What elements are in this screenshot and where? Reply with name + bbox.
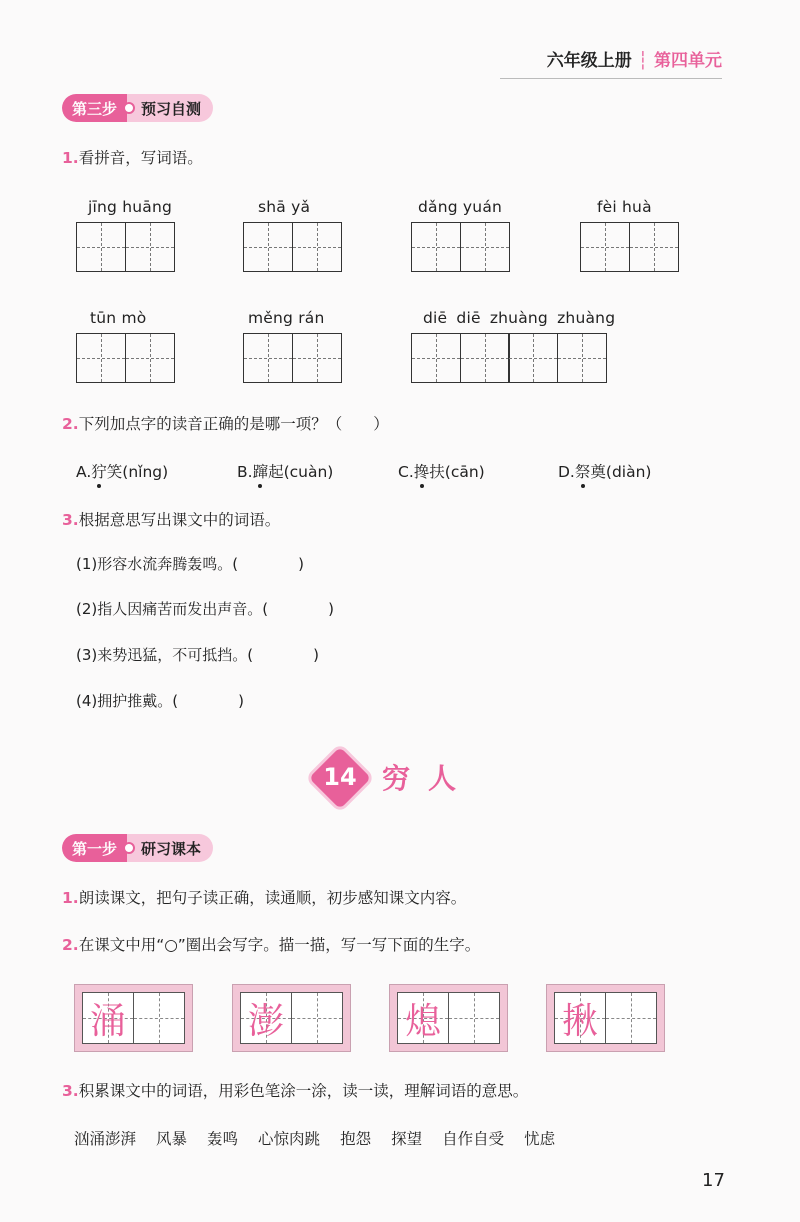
answer-grid-3[interactable] <box>411 222 510 272</box>
option-c[interactable] <box>398 460 485 482</box>
answer-grid-1[interactable] <box>76 222 175 272</box>
char-write-box[interactable] <box>605 992 657 1044</box>
q3-item-1[interactable]: (1)形容水流奔腾轰鸣。( ) <box>76 555 304 573</box>
pinyin-6: měng rán <box>248 309 325 327</box>
question-number: 2. <box>62 936 79 954</box>
option-b-text: 起(cuàn) <box>268 463 334 481</box>
char-model-box <box>397 992 449 1044</box>
step3-badge <box>62 94 213 122</box>
question-text: 积累课文中的词语，用彩色笔涂一涂，读一读，理解词语的意思。 <box>78 1082 529 1100</box>
option-d[interactable] <box>558 460 651 482</box>
option-b[interactable] <box>237 460 333 482</box>
step3-question-3 <box>62 508 280 530</box>
option-c-marked-char: 搀 <box>413 463 430 481</box>
model-char: 熄 <box>404 1000 441 1042</box>
char-model-box <box>240 992 292 1044</box>
badge-dot-icon <box>123 842 135 854</box>
question-text: 在课文中用“○”圈出会写字。描一描，写一写下面的生字。 <box>78 936 481 954</box>
vocab-word[interactable]: 忧虑 <box>524 1130 556 1148</box>
step1-question-3 <box>62 1079 528 1101</box>
option-a[interactable] <box>76 460 168 482</box>
step1-number: 第一步 <box>62 834 127 862</box>
model-char: 揪 <box>561 1000 598 1042</box>
char-practice-4[interactable] <box>546 984 665 1052</box>
answer-grid-4[interactable] <box>580 222 679 272</box>
question-text: 下列加点字的读音正确的是哪一项？（ ） <box>78 415 389 433</box>
step1-title: 研习课本 <box>141 839 202 858</box>
lesson-title: 穷人 <box>382 762 475 795</box>
option-a-letter: A. <box>76 463 92 481</box>
header-divider <box>500 78 722 79</box>
question-text: 看拼音，写词语。 <box>78 149 203 167</box>
pinyin-4: fèi huà <box>597 198 652 216</box>
badge-dot-icon <box>123 102 135 114</box>
header-unit: 第四单元 <box>654 51 722 71</box>
header-grade: 六年级上册 <box>546 51 632 71</box>
model-char: 涌 <box>89 1000 126 1042</box>
pinyin-2: shā yǎ <box>258 198 311 216</box>
pinyin-7: diē diē zhuàng zhuàng <box>423 309 616 327</box>
question-text: 朗读课文，把句子读正确，读通顺，初步感知课文内容。 <box>78 889 467 907</box>
question-number: 3. <box>62 511 79 529</box>
vocab-list <box>74 1127 575 1149</box>
option-a-text: 笑(nǐng) <box>106 463 169 481</box>
pinyin-5: tūn mò <box>90 309 147 327</box>
step3-title: 预习自测 <box>141 99 202 118</box>
lesson-number: 14 <box>323 763 357 791</box>
answer-grid-7[interactable] <box>411 333 607 383</box>
char-write-box[interactable] <box>448 992 500 1044</box>
option-c-letter: C. <box>398 463 414 481</box>
char-model-box <box>82 992 134 1044</box>
question-text: 根据意思写出课文中的词语。 <box>78 511 281 529</box>
q3-item-3[interactable]: (3)来势迅猛，不可抵挡。( ) <box>76 646 319 664</box>
page-number: 17 <box>702 1170 725 1191</box>
char-practice-1[interactable] <box>74 984 193 1052</box>
step1-question-1 <box>62 886 466 908</box>
char-write-box[interactable] <box>133 992 185 1044</box>
model-char: 澎 <box>247 1000 284 1042</box>
option-d-letter: D. <box>558 463 575 481</box>
char-practice-2[interactable] <box>232 984 351 1052</box>
option-d-marked-char: 祭 <box>574 463 591 481</box>
answer-grid-2[interactable] <box>243 222 342 272</box>
step1-question-2 <box>62 933 480 955</box>
lesson-number-badge <box>309 747 371 809</box>
vocab-word[interactable]: 风暴 <box>156 1130 188 1148</box>
option-a-marked-char: 狞 <box>91 463 107 481</box>
option-b-marked-char: 蹿 <box>252 463 269 481</box>
vocab-word[interactable]: 探望 <box>391 1130 423 1148</box>
vocab-word[interactable]: 汹涌澎湃 <box>74 1130 137 1148</box>
q3-item-4[interactable]: (4)拥护推戴。( ) <box>76 692 244 710</box>
q3-item-2[interactable]: (2)指人因痛苦而发出声音。( ) <box>76 600 334 618</box>
option-c-text: 扶(cān) <box>429 463 485 481</box>
step3-question-2 <box>62 412 389 434</box>
step3-question-1 <box>62 146 203 168</box>
pinyin-1: jīng huāng <box>88 198 173 216</box>
vocab-word[interactable]: 抱怨 <box>340 1130 372 1148</box>
pinyin-3: dǎng yuán <box>418 198 503 216</box>
vocab-word[interactable]: 轰鸣 <box>207 1130 239 1148</box>
answer-grid-5[interactable] <box>76 333 175 383</box>
option-d-text: 奠(diàn) <box>590 463 652 481</box>
vocab-word[interactable]: 心惊肉跳 <box>258 1130 321 1148</box>
question-number: 3. <box>62 1082 79 1100</box>
page-header <box>547 46 722 71</box>
step1-badge <box>62 834 213 862</box>
step3-number: 第三步 <box>62 94 127 122</box>
question-number: 1. <box>62 149 79 167</box>
header-separator: ┆ <box>637 51 648 71</box>
answer-grid-6[interactable] <box>243 333 342 383</box>
vocab-word[interactable]: 自作自受 <box>442 1130 505 1148</box>
char-practice-3[interactable] <box>389 984 508 1052</box>
option-b-letter: B. <box>237 463 253 481</box>
question-number: 2. <box>62 415 79 433</box>
question-number: 1. <box>62 889 79 907</box>
char-write-box[interactable] <box>291 992 343 1044</box>
char-model-box <box>554 992 606 1044</box>
